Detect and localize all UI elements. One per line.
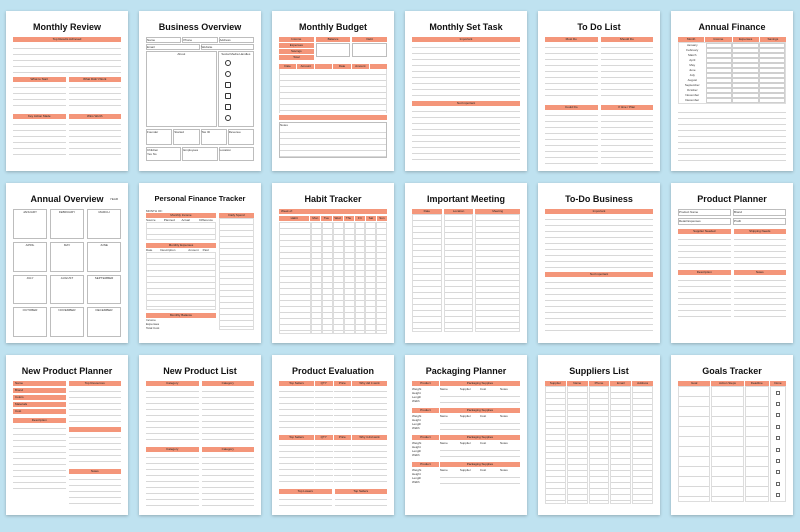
done-checkbox[interactable] [776, 391, 780, 395]
month-box: NOVEMBER [50, 307, 84, 337]
section-header: Should Do [601, 37, 654, 42]
page-monthly-budget [272, 11, 394, 171]
section-header: Wins Worth [69, 114, 122, 119]
twitter-icon [225, 115, 231, 121]
page-title: Product Evaluation [291, 366, 374, 376]
page-title: New Product Planner [21, 366, 113, 376]
section-header: Daily Spend [219, 213, 254, 218]
taxid-field: Tax ID [201, 129, 227, 145]
page-title: Suppliers List [569, 366, 629, 376]
col-header: Amount [297, 64, 314, 69]
section-header: Top Results Achieved [13, 37, 121, 42]
linkedin-icon [225, 104, 231, 110]
started-field: Started [173, 129, 199, 145]
section-header: What to Start [13, 77, 66, 82]
goals-table [678, 386, 786, 502]
page-title: New Product List [163, 366, 237, 376]
lined-area [412, 106, 520, 164]
month-box: JANUARY [13, 209, 47, 239]
page-title: Personal Finance Tracker [154, 194, 246, 203]
month-box: OCTOBER [13, 307, 47, 337]
section-header: Expenses [279, 43, 314, 48]
page-to-do-list [538, 11, 660, 171]
about-label: About [177, 52, 186, 56]
page-to-do-business [538, 183, 660, 343]
col-header: Savings [760, 37, 786, 42]
page-title: Annual Overview [30, 194, 104, 204]
done-checkbox[interactable] [776, 470, 780, 474]
page-title: To-Do Business [565, 194, 633, 204]
page-title: Business Overview [158, 22, 242, 32]
page-suppliers-list: Suppliers List Supplier Name Phone Email Address [538, 355, 660, 515]
lined-area [13, 82, 66, 110]
page-title: Monthly Review [32, 22, 101, 32]
name-field: Name [146, 37, 181, 43]
page-title: Monthly Budget [299, 22, 367, 32]
done-checkbox[interactable] [776, 459, 780, 463]
section-header: Key Action Made [13, 114, 66, 119]
page-monthly-set-task [405, 11, 527, 171]
page-packaging-planner [405, 355, 527, 515]
suppliers-table [545, 386, 653, 504]
section-header: What Didn't Work [69, 77, 122, 82]
lined-area [69, 82, 122, 110]
section-header: Monthly Expenses [146, 243, 216, 248]
instagram-icon [225, 82, 231, 88]
col-header: Income [705, 37, 731, 42]
section-header: Income [279, 37, 314, 42]
month-box: FEBRUARY [50, 209, 84, 239]
social-label: Social Media Handles [221, 52, 251, 56]
packaging-block: Product Packaging Supplies Weight Height Length Width Name Supplier Cost Notes [412, 381, 520, 405]
done-checkbox[interactable] [776, 436, 780, 440]
page-business-overview [139, 11, 261, 171]
planner-pages-grid [6, 11, 794, 521]
meeting-table [412, 214, 520, 332]
page-annual-overview [6, 183, 128, 343]
section-header: Important [545, 209, 653, 214]
notes-label: Notes [280, 123, 288, 127]
revenue-field: Revenue [228, 129, 254, 145]
section-header: If time / Plan [601, 105, 654, 110]
week-of-bar: Week of: [279, 209, 387, 214]
section-header: Could Do [545, 105, 598, 110]
youtube-icon [225, 93, 231, 99]
col-header: Date [279, 64, 296, 69]
done-checkbox[interactable] [776, 425, 780, 429]
col-header: Amount [352, 64, 369, 69]
page-product-evaluation: Product Evaluation Top Sellers QTY Price Why did it work Top Sellers QTY Price Why it did work Top Lowers Top Sellers [272, 355, 394, 515]
facebook-icon [225, 60, 231, 66]
done-checkbox[interactable] [776, 448, 780, 452]
page-title: Monthly Set Task [429, 22, 503, 32]
page-goals-tracker: Goals Tracker Goal Action Steps Deadline Done [671, 355, 793, 515]
done-checkbox[interactable] [776, 482, 780, 486]
email-field: Email [146, 44, 200, 50]
section-header: Balance [316, 37, 351, 42]
section-header: Not Important [412, 101, 520, 106]
location-field: Location [219, 147, 254, 161]
page-annual-finance [671, 11, 793, 171]
year-label: YEAR [109, 197, 118, 201]
page-title: Important Meeting [427, 194, 505, 204]
month-box: APRIL [13, 242, 47, 272]
done-checkbox[interactable] [776, 402, 780, 406]
section-header: Total [279, 55, 314, 60]
section-header: Monthly Balance [146, 313, 216, 318]
finance-table: January February March April May June July August September October November December [678, 42, 786, 104]
done-checkbox[interactable] [776, 413, 780, 417]
page-title: Habit Tracker [304, 194, 362, 204]
col-header: Month [678, 37, 704, 42]
lined-area [13, 43, 121, 73]
page-title: Product Planner [697, 194, 767, 204]
page-important-meeting: Important Meeting Date Location Meeting [405, 183, 527, 343]
section-header: Not Important [545, 272, 653, 277]
done-checkbox[interactable] [776, 493, 780, 497]
packaging-block: Product Packaging Supplies Weight Height Length Width Name Supplier Cost Notes [412, 462, 520, 486]
month-box: JULY [13, 275, 47, 305]
section-header: Debt [352, 37, 387, 42]
col-header: Date [333, 64, 350, 69]
phone-field: Phone [182, 37, 217, 43]
page-monthly-review [6, 11, 128, 171]
page-title: To Do List [577, 22, 621, 32]
page-title: Goals Tracker [702, 366, 762, 376]
page-title: Packaging Planner [425, 366, 507, 376]
month-box: MAY [50, 242, 84, 272]
section-header: Important [412, 37, 520, 42]
page-personal-finance-tracker: Personal Finance Tracker MONTH OF: Monthly Income Source Planned Actual Difference Monthly Expenses Date Description Amount Paid Monthly Balance Income Expenses Total Cost Daily Spend [139, 183, 261, 343]
pinterest-icon [225, 71, 231, 77]
section-header: Savings [279, 49, 314, 54]
month-box: SEPTEMBER [87, 275, 121, 305]
address-field: Address [219, 37, 254, 43]
packaging-block: Product Packaging Supplies Weight Height Length Width Name Supplier Cost Notes [412, 408, 520, 432]
section-header: Must Do [545, 37, 598, 42]
habit-grid [279, 222, 387, 334]
col-header: Expenses [733, 37, 759, 42]
founder-field: Founder [146, 129, 172, 145]
month-box: MARCH [87, 209, 121, 239]
packaging-block: Product Packaging Supplies Weight Height Length Width Name Supplier Cost Notes [412, 435, 520, 459]
month-box: AUGUST [50, 275, 84, 305]
lined-area [412, 42, 520, 97]
budget-table [279, 69, 387, 113]
month-of-label: MONTH OF: [146, 209, 163, 213]
employees-field: Employees [182, 147, 217, 161]
section-header: Monthly Income [146, 213, 216, 218]
page-new-product-planner: New Product Planner Name Brand Colors Materials Cost Description Top Resources Notes [6, 355, 128, 515]
page-habit-tracker: Habit Tracker Week of: Habit Mon Tue Wed Thu Fri Sat Sun [272, 183, 394, 343]
website-field: Website [201, 44, 255, 50]
page-title: Annual Finance [698, 22, 766, 32]
lined-area [69, 119, 122, 159]
lined-area [13, 119, 66, 159]
children-field: Children Yes No [146, 147, 181, 161]
page-product-planner: Product Planner Product Name Brand Retail Expenses Profit Supplier Needed Shipping Needs Description Notes [671, 183, 793, 343]
month-box: JUNE [87, 242, 121, 272]
page-new-product-list: New Product List Category Category Category Category [139, 355, 261, 515]
month-box: DECEMBER [87, 307, 121, 337]
